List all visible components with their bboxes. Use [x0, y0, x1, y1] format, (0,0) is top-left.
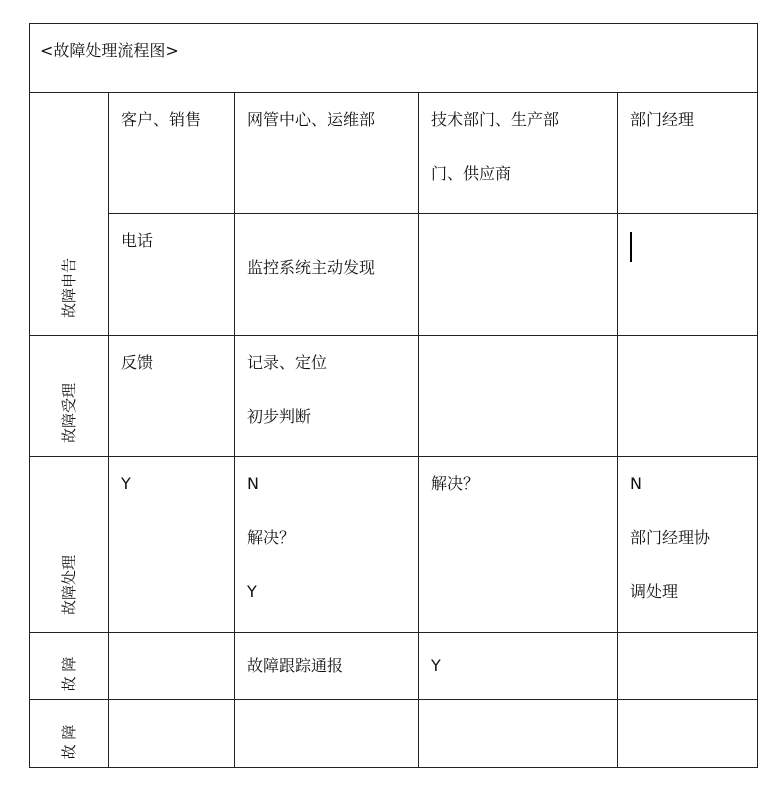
handle-manager-line3: 调处理: [630, 582, 679, 601]
handle-customer: Y: [109, 457, 235, 633]
report-manager[interactable]: [618, 214, 758, 336]
fault-flow-table: [29, 23, 758, 768]
handle-noc-line3: Y: [247, 582, 257, 601]
accept-noc-line1: 记录、定位: [247, 353, 328, 372]
handle-noc-line1: N: [247, 474, 259, 493]
stage5-label: 故 障: [60, 724, 78, 760]
header-tech: [419, 93, 618, 214]
header-customer: 客户、销售: [109, 93, 235, 214]
handle-noc: [235, 457, 419, 633]
handle-noc-line2: 解决？: [247, 528, 296, 547]
handle-manager-line1: N: [630, 474, 642, 493]
stage4-manager: [618, 633, 758, 700]
stage-report-label: 故障申告: [60, 257, 78, 319]
stage-accept-cell: [30, 336, 109, 457]
accept-tech: [419, 336, 618, 457]
report-customer: 电话: [109, 214, 235, 336]
row-handle: [30, 457, 758, 633]
handle-tech: 解决？: [419, 457, 618, 633]
stage-accept-label: 故障受理: [60, 382, 78, 444]
stage4-tech: Y: [419, 633, 618, 700]
stage5-tech: [419, 700, 618, 768]
header-noc: 网管中心、运维部: [235, 93, 419, 214]
stage-handle-label: 故障处理: [60, 554, 78, 616]
row-report: [30, 214, 758, 336]
accept-noc-line2: 初步判断: [247, 407, 312, 426]
header-tech-line1: 技术部门、生产部: [431, 110, 560, 129]
accept-customer: 反馈: [109, 336, 235, 457]
row-accept: [30, 336, 758, 457]
stage4-label: 故 障: [60, 656, 78, 692]
stage5-noc: [235, 700, 419, 768]
report-noc: 监控系统主动发现: [235, 214, 419, 336]
header-tech-line2: 门、供应商: [431, 164, 512, 183]
stage4-noc: 故障跟踪通报: [235, 633, 419, 700]
report-tech: [419, 214, 618, 336]
row-stage4: [30, 633, 758, 700]
table-title: <故障处理流程图>: [30, 24, 758, 93]
stage-handle-cell: [30, 457, 109, 633]
header-row: [30, 93, 758, 214]
title-row: [30, 24, 758, 93]
stage5-manager: [618, 700, 758, 768]
stage5-cell: [30, 700, 109, 768]
header-manager: 部门经理: [618, 93, 758, 214]
stage-report-cell: [30, 93, 109, 336]
stage4-cell: [30, 633, 109, 700]
row-stage5: [30, 700, 758, 768]
accept-noc: [235, 336, 419, 457]
stage4-customer: [109, 633, 235, 700]
handle-manager: [618, 457, 758, 633]
accept-manager: [618, 336, 758, 457]
handle-manager-line2: 部门经理协: [630, 528, 711, 547]
text-cursor: [630, 232, 632, 262]
stage5-customer: [109, 700, 235, 768]
